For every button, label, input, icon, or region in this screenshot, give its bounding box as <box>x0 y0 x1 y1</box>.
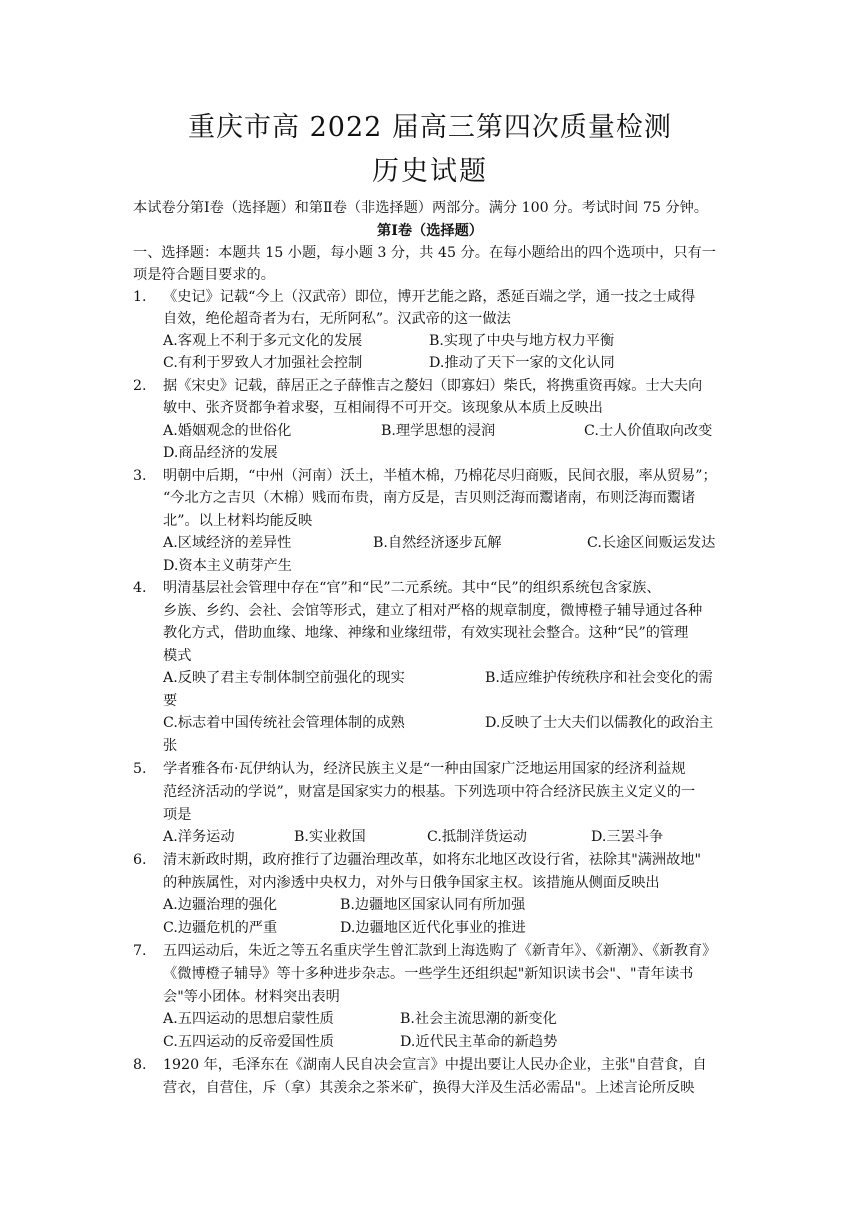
question-number: 5. <box>133 761 147 777</box>
question-text: 明朝中后期，“中州（河南）沃土，半植木棉，乃棉花尽归商贩，民间衣服，率从贸易”； <box>163 468 717 484</box>
question-text: 乡族、乡约、会社、会馆等形式，建立了相对严格的规章制度，微博橙子辅导通过各种 <box>163 603 703 619</box>
question-number: 3. <box>133 468 147 484</box>
option: B.实业救国 <box>294 829 366 845</box>
option: B.理学思想的浸润 <box>381 423 496 439</box>
question-text: 教化方式，借助血缘、地缘、神缘和业缘纽带，有效实现社会整合。这种“民”的管理 <box>163 625 689 641</box>
exam-title: 重庆市高 2022 届高三第四次质量检测 <box>188 112 672 143</box>
question-text: 学者雅各布·瓦伊纳认为，经济民族主义是“一种由国家广泛地运用国家的经济利益规 <box>163 761 686 777</box>
exam-subtitle: 历史试题 <box>372 156 488 187</box>
option: B.实现了中央与地方权力平衡 <box>429 333 615 349</box>
question-text: 敏中、张齐贤都争着求娶，互相闹得不可开交。该现象从本质上反映出 <box>163 400 603 416</box>
option: A.五四运动的思想启蒙性质 <box>163 1011 334 1027</box>
question-text: 会"等小团体。材料突出表明 <box>163 989 340 1005</box>
instructions-line: 一、选择题：本题共 15 小题，每小题 3 分，共 45 分。在每小题给出的四个选项中，只有一 <box>133 245 716 261</box>
option: A.区域经济的差异性 <box>163 535 292 551</box>
option: B.边疆地区国家认同有所加强 <box>340 897 526 913</box>
instructions-line: 项是符合题目要求的。 <box>133 267 275 283</box>
option: A.反映了君主专制体制空前强化的现实 <box>163 670 405 686</box>
question-number: 2. <box>133 378 147 394</box>
question-number: 1. <box>133 289 147 305</box>
option: D.近代民主革命的新趋势 <box>400 1034 558 1050</box>
question-text: 营衣，自营住，斥（拿）其羡余之茶米矿，换得大洋及生活必需品"。上述言论所反映 <box>163 1080 695 1096</box>
question-text: 据《宋史》记载，薛居正之子薛惟吉之嫠妇（即寡妇）柴氏，将携重资再嫁。士大夫向 <box>163 378 703 394</box>
question-number: 8. <box>133 1057 147 1073</box>
option: B.适应维护传统秩序和社会变化的需 <box>485 670 713 686</box>
question-text: 北”。以上材料均能反映 <box>163 513 313 529</box>
question-text: 项是 <box>163 807 192 823</box>
option: A.婚姻观念的世俗化 <box>163 423 292 439</box>
option: C.有利于罗致人才加强社会控制 <box>163 355 363 371</box>
question-number: 4. <box>133 580 147 596</box>
option: C.标志着中国传统社会管理体制的成熟 <box>163 715 405 731</box>
option: C.边疆危机的严重 <box>163 920 278 936</box>
option: B.自然经济逐步瓦解 <box>373 535 502 551</box>
option: D.反映了士大夫们以儒教化的政治主 <box>485 715 714 731</box>
question-number: 6. <box>133 852 147 868</box>
question-text: 清末新政时期，政府推行了边疆治理改革，如将东北地区改设行省，祛除其"满洲故地" <box>163 852 701 868</box>
option: A.边疆治理的强化 <box>163 897 278 913</box>
option: D.商品经济的发展 <box>163 445 278 461</box>
question-text: 《史记》记载“今上（汉武帝）即位，博开艺能之路，悉延百端之学，通一技之士咸得 <box>163 289 696 305</box>
question-text: 明清基层社会管理中存在“官”和“民”二元系统。其中“民”的组织系统包含家族、 <box>163 580 661 596</box>
option: D.三罢斗争 <box>591 829 664 845</box>
option: C.士人价值取向改变 <box>584 423 713 439</box>
option: D.资本主义萌芽产生 <box>163 558 292 574</box>
option: D.边疆地区近代化事业的推进 <box>340 920 526 936</box>
question-text: 模式 <box>163 648 192 664</box>
question-text: 1920 年，毛泽东在《湖南人民自决会宣言》中提出要让人民办企业，主张"自营食，自 <box>163 1057 707 1073</box>
section-title: 第Ⅰ卷（选择题） <box>377 223 483 239</box>
option: C.抵制洋货运动 <box>427 829 527 845</box>
question-text: 《微博橙子辅导》等十多种进步杂志。一些学生还组织起"新知识读书会"、"青年读书 <box>163 966 694 982</box>
question-text: 五四运动后，朱近之等五名重庆学生曾汇款到上海选购了《新青年》、《新潮》、《新教育》 <box>163 943 717 959</box>
option: C.长途区间贩运发达 <box>587 535 716 551</box>
question-text: 的种族属性，对内渗透中央权力，对外与日俄争国家主权。该措施从侧面反映出 <box>163 875 660 891</box>
option: 张 <box>163 738 178 754</box>
option: B.社会主流思潮的新变化 <box>400 1011 557 1027</box>
question-text: 自效，绝伦超奇者为右，无所阿私”。汉武帝的这一做法 <box>163 311 511 327</box>
option: 要 <box>163 693 178 709</box>
question-text: “今北方之吉贝（木棉）贱而布贵，南方反是，吉贝则泛海而鬻诸南，布则泛海而鬻诸 <box>163 490 696 506</box>
question-text: 范经济活动的学说”，财富是国家实力的根基。下列选项中符合经济民族主义定义的一 <box>163 784 696 800</box>
exam-intro: 本试卷分第Ⅰ卷（选择题）和第Ⅱ卷（非选择题）两部分。满分 100 分。考试时间 75 分钟。 <box>133 200 708 216</box>
option: A.客观上不利于多元文化的发展 <box>163 333 363 349</box>
option: D.推动了天下一家的文化认同 <box>429 355 615 371</box>
option: C.五四运动的反帝爱国性质 <box>163 1034 334 1050</box>
question-number: 7. <box>133 943 147 959</box>
option: A.洋务运动 <box>163 829 235 845</box>
